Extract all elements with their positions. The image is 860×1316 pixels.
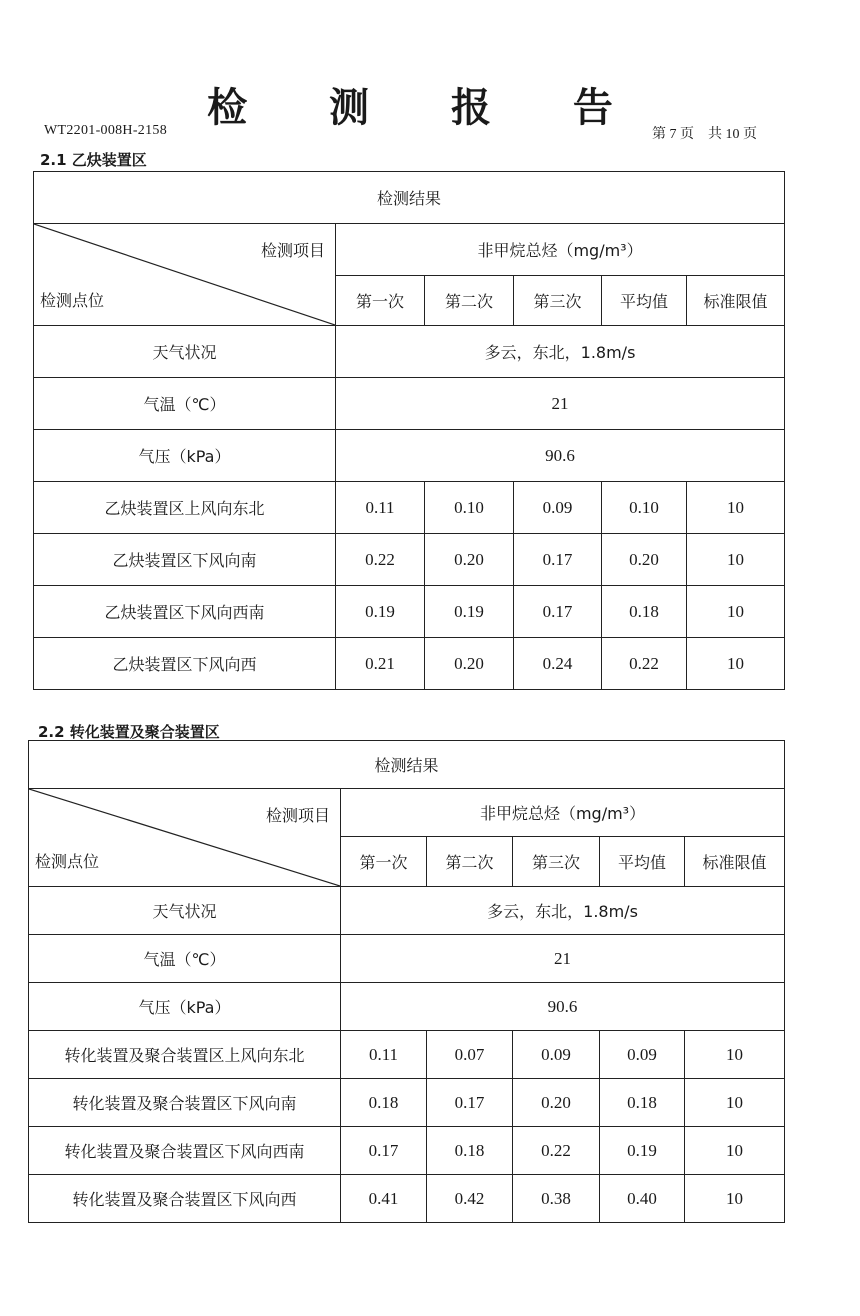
value-cell: 0.42 — [427, 1175, 513, 1223]
value-cell: 0.24 — [514, 638, 602, 690]
value-cell: 0.19 — [336, 586, 425, 638]
table-row — [29, 1175, 785, 1223]
column-header: 第二次 — [425, 276, 514, 326]
condition-label: 天气状况 — [34, 326, 336, 378]
value-cell: 10 — [687, 586, 785, 638]
parameter-header: 非甲烷总烃（mg/m³） — [341, 789, 785, 837]
header-diagonal-cell — [34, 224, 336, 326]
value-cell: 0.10 — [602, 482, 687, 534]
table-row — [29, 1031, 785, 1079]
parameter-header: 非甲烷总烃（mg/m³） — [336, 224, 785, 276]
value-cell: 0.18 — [602, 586, 687, 638]
column-header: 第三次 — [513, 837, 600, 887]
value-cell: 0.17 — [514, 534, 602, 586]
value-cell: 0.09 — [514, 482, 602, 534]
point-name: 转化装置及聚合装置区下风向西南 — [29, 1127, 341, 1175]
value-cell: 0.20 — [513, 1079, 600, 1127]
results-table-2-1 — [33, 171, 785, 690]
value-cell: 10 — [687, 638, 785, 690]
point-name: 转化装置及聚合装置区下风向西 — [29, 1175, 341, 1223]
column-header: 第一次 — [341, 837, 427, 887]
value-cell: 0.07 — [427, 1031, 513, 1079]
value-cell: 0.38 — [513, 1175, 600, 1223]
value-cell: 0.11 — [336, 482, 425, 534]
condition-label: 气压（kPa） — [29, 983, 341, 1031]
value-cell: 0.21 — [336, 638, 425, 690]
condition-value: 21 — [341, 935, 785, 983]
section-heading-2-2: 2.2 转化装置及聚合装置区 — [38, 723, 220, 741]
report-number: WT2201-008H-2158 — [44, 123, 167, 138]
point-name: 乙炔装置区上风向东北 — [34, 482, 336, 534]
value-cell: 0.20 — [425, 534, 514, 586]
value-cell: 0.19 — [600, 1127, 685, 1175]
value-cell: 0.22 — [513, 1127, 600, 1175]
point-header: 检测点位 — [35, 852, 100, 871]
value-cell: 0.18 — [341, 1079, 427, 1127]
value-cell: 0.09 — [513, 1031, 600, 1079]
value-cell: 0.18 — [600, 1079, 685, 1127]
column-header: 平均值 — [600, 837, 685, 887]
value-cell: 0.40 — [600, 1175, 685, 1223]
value-cell: 0.10 — [425, 482, 514, 534]
results-table-2-2 — [28, 740, 785, 1223]
report-title: 检 测 报 告 — [207, 85, 647, 131]
value-cell: 10 — [687, 482, 785, 534]
condition-value: 21 — [336, 378, 785, 430]
value-cell: 10 — [685, 1079, 785, 1127]
point-name: 转化装置及聚合装置区上风向东北 — [29, 1031, 341, 1079]
value-cell: 0.22 — [336, 534, 425, 586]
value-cell: 0.22 — [602, 638, 687, 690]
value-cell: 0.18 — [427, 1127, 513, 1175]
column-header: 标准限值 — [687, 276, 785, 326]
column-header: 第二次 — [427, 837, 513, 887]
value-cell: 0.17 — [427, 1079, 513, 1127]
item-header: 检测项目 — [265, 806, 330, 825]
point-name: 转化装置及聚合装置区下风向南 — [29, 1079, 341, 1127]
value-cell: 0.09 — [600, 1031, 685, 1079]
column-header: 第三次 — [514, 276, 602, 326]
value-cell: 10 — [687, 534, 785, 586]
section-heading-2-1: 2.1 乙炔装置区 — [40, 151, 147, 169]
table-caption: 检测结果 — [29, 741, 785, 789]
value-cell: 10 — [685, 1127, 785, 1175]
point-header: 检测点位 — [40, 291, 105, 310]
condition-value: 90.6 — [341, 983, 785, 1031]
table-row — [29, 1079, 785, 1127]
point-name: 乙炔装置区下风向西 — [34, 638, 336, 690]
value-cell: 0.17 — [514, 586, 602, 638]
table-row — [34, 534, 785, 586]
condition-label: 气温（℃） — [34, 378, 336, 430]
table-row — [29, 1127, 785, 1175]
column-header: 标准限值 — [685, 837, 785, 887]
value-cell: 0.20 — [602, 534, 687, 586]
column-header: 平均值 — [602, 276, 687, 326]
condition-value: 多云，东北，1.8m/s — [341, 887, 785, 935]
value-cell: 0.19 — [425, 586, 514, 638]
point-name: 乙炔装置区下风向西南 — [34, 586, 336, 638]
condition-value: 90.6 — [336, 430, 785, 482]
value-cell: 10 — [685, 1031, 785, 1079]
column-header: 第一次 — [336, 276, 425, 326]
condition-value: 多云，东北，1.8m/s — [336, 326, 785, 378]
value-cell: 0.17 — [341, 1127, 427, 1175]
condition-label: 天气状况 — [29, 887, 341, 935]
condition-label: 气温（℃） — [29, 935, 341, 983]
value-cell: 0.41 — [341, 1175, 427, 1223]
table-row — [34, 586, 785, 638]
value-cell: 0.20 — [425, 638, 514, 690]
value-cell: 10 — [685, 1175, 785, 1223]
point-name: 乙炔装置区下风向南 — [34, 534, 336, 586]
value-cell: 0.11 — [341, 1031, 427, 1079]
table-row — [34, 482, 785, 534]
table-caption: 检测结果 — [34, 172, 785, 224]
item-header: 检测项目 — [260, 241, 325, 260]
header-diagonal-cell — [29, 789, 341, 887]
condition-label: 气压（kPa） — [34, 430, 336, 482]
table-row — [34, 638, 785, 690]
page-info: 第 7 页 共 10 页 — [652, 127, 757, 142]
